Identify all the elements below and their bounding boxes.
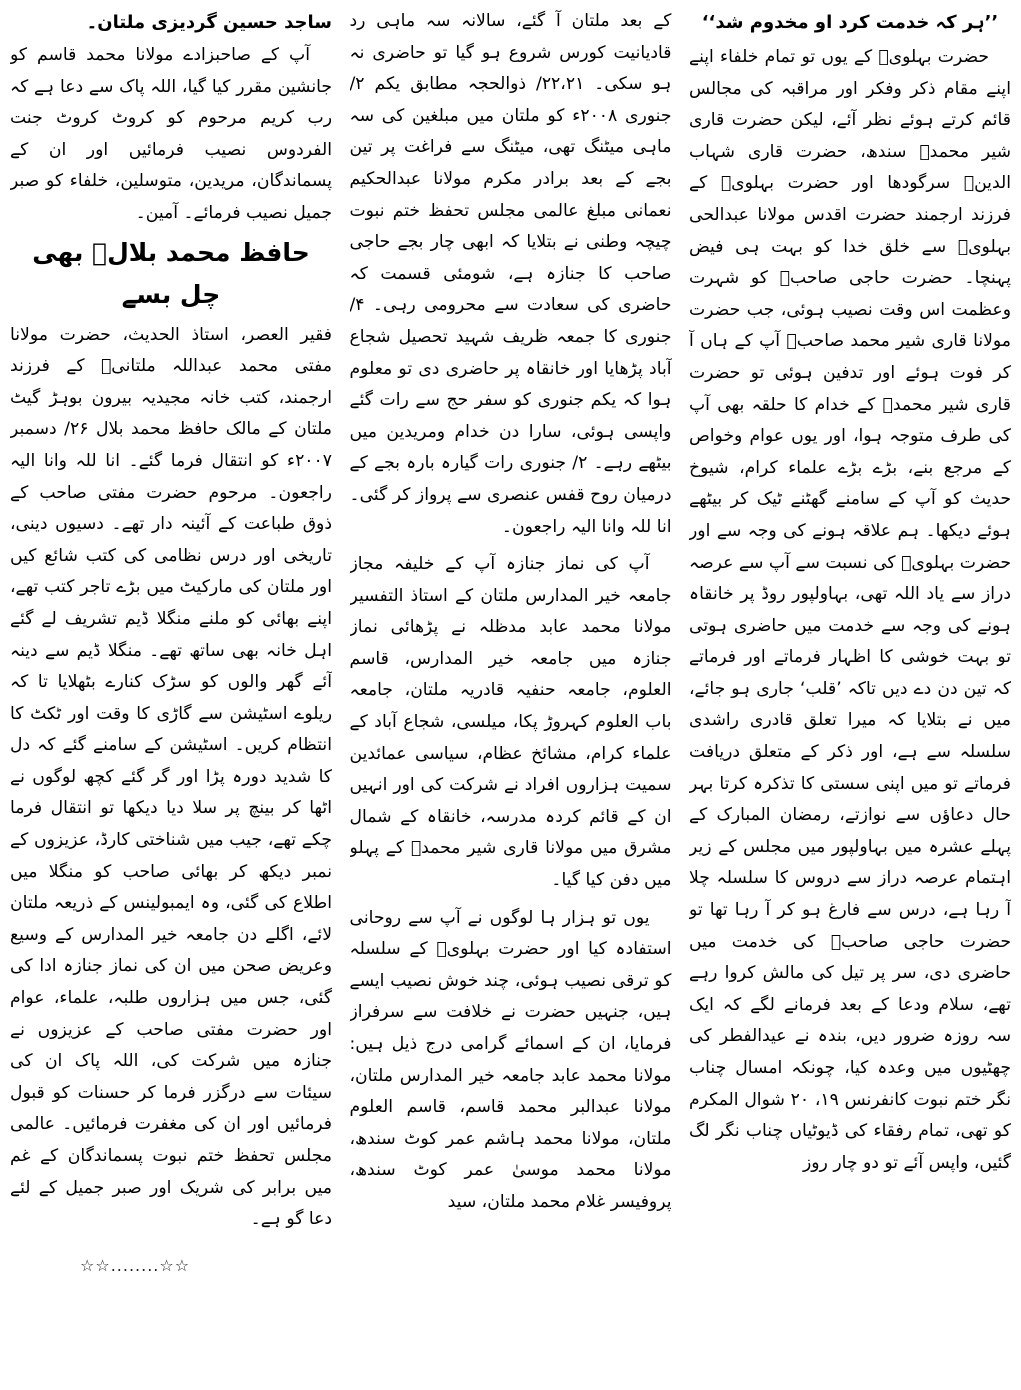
column-middle [350, 6, 672, 1390]
author-credit: ساجد حسین گردیزی ملتان۔ [86, 12, 332, 33]
column-middle-paragraph-1: کے بعد ملتان آ گئے، سالانہ سہ ماہی رد قادیانیت کورس شروع ہو گیا تو حاضری نہ ہو سکی۔ ۲۲،۲۱/ ذوالحجہ مطابق یکم ۲/ جنوری ۲۰۰۸ء کو ملتان میں مبلغین کی سہ ماہی میٹنگ تھی، میٹنگ سے فراغت پر تین بجے کے بعد برادر مکرم مولانا عبدالحکیم نعمانی مبلغ عالمی مجلس تحفظ ختم نبوت چیچہ وطنی نے بتلایا کہ ابھی چار بجے حاجی صاحب کا جنازہ ہے، شومئی قسمت کہ حاضری کی سعادت سے محرومی رہی۔ ۴/ جنوری کا جمعہ ظریف شہید تحصیل شجاع آباد پڑھایا اور خانقاہ پر حاضری دی تو معلوم ہوا کہ یکم جنوری کو سفر حج سے رات گئے واپسی ہوئی، سارا دن خدام ومریدین میں بیٹھے رہے۔ ۲/ جنوری رات گیارہ بارہ بجے کے درمیان روح قفس عنصری سے پرواز کر گئی۔ انا للہ وانا الیہ راجعون۔ [349, 11, 672, 537]
column-right-paragraph-1: حضرت بہلویؒ کے یوں تو تمام خلفاء اپنے اپنے مقام ذکر وفکر اور مراقبہ کی مجالس قائم کرتے ہوئے نظر آئے، لیکن حضرت قاری شیر محمدؒ سندھ، حضرت قاری شہاب الدینؒ سرگودھا اور حضرت بہلویؒ کے فرزند ارجمند حضرت اقدس مولانا عبدالحی بہلویؒ سے خلق خدا کو بہت ہی فیض پہنچا۔ حضرت حاجی صاحبؒ کو شہرت وعظمت اس وقت نصیب ہوئی، جب حضرت مولانا قاری شیر محمد صاحبؒ آپ کے ہاں آ کر فوت ہوئے اور تدفین ہوئی تو حضرت قاری شیر محمدؒ کے خدام کا حلقہ بھی آپ کی طرف متوجہ ہوا، اور یوں عوام وخواص کے مرجع بنے، بڑے بڑے علماء کرام، شیوخ حدیث کو آپ کے سامنے گھٹنے ٹیک کر بیٹھے ہوئے دیکھا۔ ہم علاقہ ہونے کی وجہ سے اور حضرت بہلویؒ کی نسبت سے آپ سے عرصہ دراز سے یاد اللہ تھی، بہاولپور روڈ پر خانقاہ ہونے کی وجہ سے خدمت میں حاضری ہوتی تو بہت خوشی کا اظہار فرماتے اور فرماتے کہ تین دن دے دیں تاکہ ’قلب‘ جاری ہو جائے، میں نے بتلایا کہ میرا تعلق قادری راشدی سلسلہ سے ہے، اور ذکر کے متعلق دریافت فرماتے تو میں اپنی سستی کا تذکرہ کرتا بہر حال دعاؤں سے نوازتے، رمضان المبارک کے پہلے عشرہ میں بہاولپور میں مجلس کے زیر اہتمام عرصہ دراز سے دروس کا سلسلہ چلا آ رہا ہے، درس سے فارغ ہو کر آ رہا تھا تو حضرت حاجی صاحبؒ کی خدمت میں حاضری دی، سر پر تیل کی مالش کروا رہے تھے، سلام ودعا کے بعد فرمانے لگے کہ ایک سہ روزہ ضرور دیں، بندہ نے عیدالفطر کی چھٹیوں میں وعدہ کیا، چونکہ امسال چناب نگر ختم نبوت کانفرنس ۱۹، ۲۰ شوال المکرم کو تھی، تمام رفقاء کی ڈیوٹیاں چناب نگر لگ گئیں، واپس آئے تو دو چار روز [689, 47, 1011, 1173]
column-middle-paragraph-2: آپ کی نماز جنازہ آپ کے خلیفہ مجاز جامعہ خیر المدارس ملتان کے استاذ التفسیر مولانا محمد عابد مدظلہ نے پڑھائی نماز جنازہ میں جامعہ خیر المدارس، قاسم العلوم، جامعہ حنفیہ قادریہ ملتان، جامعہ باب العلوم کہروڑ پکا، میلسی، شجاع آباد کے علماء کرام، مشائخ عظام، سیاسی عمائدین سمیت ہزاروں افراد نے شرکت کی اور انہیں ان کے قائم کردہ مدرسہ، خانقاہ کے شمال مشرق میں مولانا قاری شیر محمدؒ کے پہلو میں دفن کیا گیا۔ [349, 554, 672, 891]
end-stars-ornament: ☆☆........☆☆ [80, 1255, 191, 1275]
column-left [10, 6, 332, 1390]
three-column-layout [10, 6, 1011, 1390]
obituary-heading: حافظ محمد بلالؒ بھی چل بسے [32, 237, 310, 309]
column-right [689, 6, 1011, 1390]
column-middle-paragraph-3: یوں تو ہزار ہا لوگوں نے آپ سے روحانی استفادہ کیا اور حضرت بہلویؒ کے سلسلہ کو ترقی نصیب ہوئی، چند خوش نصیب ایسے ہیں، جنہیں حضرت نے خلافت سے سرفراز فرمایا، ان کے اسمائے گرامی درج ذیل ہیں: مولانا محمد عابد جامعہ خیر المدارس ملتان، مولانا عبدالبر محمد قاسم، قاسم العلوم ملتان، مولانا محمد ہاشم عمر کوٹ سندھ، مولانا محمد موسیٰ عمر کوٹ سندھ، پروفیسر غلام محمد ملتان، سید [349, 907, 672, 1212]
column-left-paragraph-1: آپ کے صاحبزادے مولانا محمد قاسم کو جانشین مقرر کیا گیا، اللہ پاک سے دعا ہے کہ رب کریم مرحوم کو کروٹ کروٹ جنت الفردوس نصیب فرمائیں اور ان کے پسماندگان، مریدین، متوسلین، خلفاء کو صبر جمیل نصیب فرمائے۔ آمین۔ [10, 45, 332, 223]
column-left-paragraph-2: فقیر العصر، استاذ الحدیث، حضرت مولانا مفتی محمد عبداللہ ملتانیؒ کے فرزند ارجمند، کتب خانہ مجیدیہ بیرون بوہڑ گیٹ ملتان کے مالک حافظ محمد بلال ۲۶/ دسمبر ۲۰۰۷ء کو انتقال فرما گئے۔ انا للہ وانا الیہ راجعون۔ مرحوم حضرت مفتی صاحب کے ذوق طباعت کے آئینہ دار تھے۔ دسیوں دینی، تاریخی اور درس نظامی کی کتب شائع کیں اور ملتان کی مارکیٹ میں بڑے تاجر کتب تھے، اپنے بھائی کو ملنے منگلا ڈیم تشریف لے گئے اہل خانہ بھی ساتھ تھے۔ منگلا ڈیم سے دینہ آئے گھر والوں کو سڑک کنارے بٹھلایا تا کہ ریلوے اسٹیشن سے گاڑی کا وقت اور ٹکٹ کا انتظام کریں۔ اسٹیشن کے سامنے گئے کہ دل کا شدید دورہ پڑا اور گر گئے کچھ لوگوں نے اٹھا کر بینچ پر سلا دیا دیکھا تو انتقال فرما چکے تھے، جیب میں شناختی کارڈ، عزیزوں کے نمبر دیکھ کر بھائی صاحب کو منگلا میں اطلاع کی گئی، وہ ایمبولینس کے ذریعہ ملتان لائے، اگلے دن جامعہ خیر المدارس کے وسیع وعریض صحن میں ان کی نماز جنازہ ادا کی گئی، جس میں ہزاروں طلبہ، علماء، عوام اور حضرت مفتی صاحب کے عزیزوں نے جنازہ میں شرکت کی، اللہ پاک ان کی سیئات سے درگزر فرما کر حسنات کو قبول فرمائیں اور ان کی مغفرت فرمائیں۔ عالمی مجلس تحفظ ختم نبوت پسماندگان کے غم میں برابر کی شریک اور صبر جمیل کے لئے دعا گو ہے۔ [10, 324, 332, 1230]
column-right-heading: ’’ہر کہ خدمت کرد او مخدوم شد‘‘ [701, 12, 999, 33]
